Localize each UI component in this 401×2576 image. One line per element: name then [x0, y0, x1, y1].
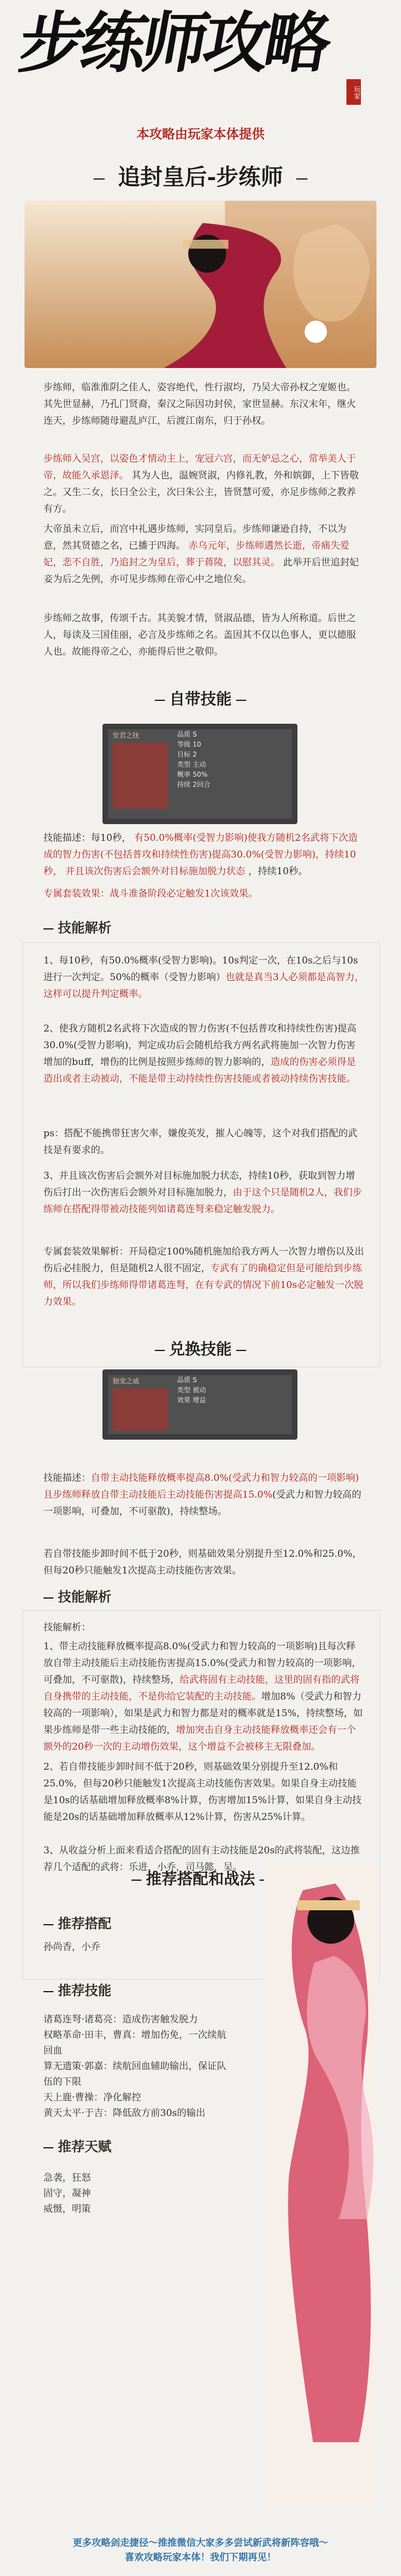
skill-2-card-name: 独宠之威	[113, 1377, 140, 1385]
skill-2-description: 技能描述：自带主动技能释放概率提高8.0%(受武力和智力较高的一项影响)且步练师释放自带主动技能后主动技能伤害提高15.0%(受武力和智力较高的一项影响，可叠加，不可驱散)，持续整场。	[43, 1473, 361, 1517]
skill-1-analysis-head: 技能解析	[43, 917, 111, 936]
skill-1-desc-tail: ，持续10秒。	[248, 866, 308, 877]
skill-2-analysis-1: 1、带主动技能释放概率提高8.0%(受武力和智力较高的一项影响)且每次释放自带主动技能后主动技能伤害提高15.0%(受武力和智力较高的一项影响，可叠加，不可驱散)，持续整场，给武将固有主动技能，这里的固有指的武将自身携带的主动技能，不是你给它装配的主动技能。增加8%（受武力和智力较高的一项影响），如果是武力和智力都是对的概率就是15%，持续整场，如果步练师是带一些主动技能的，增加突击自身主动技能释放概率还会有一个额外的20秒一次的主动增伤效果，这个增益不会被移主无限叠加。	[43, 1641, 363, 1752]
skill-1-analysis-1: 1、每10秒，有50.0%概率(受智力影响)。10s判定一次，在10s之后与10s进行一次判定。50%的概率（受智力影响）也就是真当3人必须都是高智力，这样可以提升判定概率。	[43, 955, 364, 1000]
skill-2-card	[102, 1369, 297, 1440]
intro-paragraph-4	[43, 610, 364, 679]
page-subtitle: 本攻略由玩家本体提供	[136, 127, 265, 142]
recommend-illustration	[264, 1862, 379, 2509]
recommend-section-title: 推荐搭配和战法	[0, 1867, 401, 1889]
skill-1-description	[43, 830, 364, 880]
recommend-pair-text: 孙尚香，小乔	[43, 1941, 100, 1953]
seal-stamp: 玩家	[346, 79, 361, 105]
intro-red-2: 赤乌元年，步练师遘然长逝，帝痛失爱妃，悲不自胜，乃追封之为皇后，葬于蒋陵，以慰其灵。	[43, 540, 350, 568]
skill-2-analysis-3: 3、从收益分析上面来看适合搭配的固有主动技能是20s的武将装配，这边推荐几个适配的武将：乐进，小乔，司马懿，吴。	[43, 1845, 360, 1873]
recommend-talent-list: 急袭，狂怒 固守，凝神 威慑，明策	[43, 2172, 91, 2215]
intro-paragraph-1	[43, 379, 364, 448]
skill-1-analysis-ps: ps：搭配不能携带狂害欠率，嫌俊英发，摧人心魄等，这个对我们搭配的武技是有要求的。	[43, 1128, 358, 1156]
skill-1-desc-line-2: 专属套装效果：战斗准备阶段必定触发1次该效果。	[43, 888, 258, 899]
hero-title-dash-right	[296, 178, 307, 180]
hero-title-dash-left	[94, 178, 105, 180]
recommend-skill-head: 推荐技能	[43, 1979, 111, 1999]
skill-1-card-portrait	[113, 743, 168, 808]
skill-2-section-title: 兑换技能	[0, 1337, 401, 1359]
skill-2-analysis-head: 技能解析	[43, 1586, 111, 1605]
footer-line-2: 喜欢攻略玩家本体！我们下期再见！	[125, 2552, 276, 2563]
recommend-pair-head: 推荐搭配	[43, 1912, 111, 1932]
skill-1-desc-red-2: 并且该次伤害后会额外对目标施加脱力状态	[65, 866, 246, 877]
recommend-talent-head: 推荐天赋	[43, 2136, 111, 2155]
skill-1-analysis-3: 3、并且该次伤害后会额外对目标施加脱力状态，持续10秒，获取到智力增伤后打出一次伤害后会额外对目标施加脱力，由于这个只是随机2人，我们步练师在搭配得带被动技能列如诸葛连弩来稳定触发脱力。	[43, 1170, 362, 1215]
intro-text-4: 步练师之故事，传颂千古。其美貌才情，贤淑品德，皆为人所称道。后世之人，每读及三国佳丽，必言及步练师之名。盖因其不仅以色事人，更以德服人也。故能得帝之心，亦能得后世之敬仰。	[43, 613, 356, 657]
skill-2-card-portrait	[113, 1388, 168, 1431]
hero-image	[25, 201, 376, 368]
footer	[0, 2536, 401, 2576]
skill-2-analysis-2: 2、若自带技能步卸时间不低于20秒，则基础效果分别提升至12.0%和25.0%，但每20秒只能触发1次提高主动技能伤害效果。如果自身主动技能是10s的话基础增加释放概率8%计算，伤害增加15%计算，如果自身主动技能是20s的话基础增加释放概率从12%计算，伤害从25%计算。	[43, 1761, 362, 1823]
skill-1-desc-prefix: 技能描述：每10秒，	[43, 832, 131, 844]
skill-1-card-name: 安君之抚	[113, 732, 140, 739]
footer-line-1: 更多攻略剑走捷径～推推微信大家多多尝试新武将新阵容哦～	[72, 2538, 329, 2549]
skill-1-analysis-4: 专属套装效果解析：开局稳定100%随机施加给我方两人一次智力增伤以及出伤后必挂脱力，但是随机2人很不固定，专武有了的确稳定但是可能给到步练师，所以我们步练师得带诸葛连弩，在有专武的情况下前10s必定触发一次脱力效果。	[43, 1246, 364, 1308]
intro-text-1: 步练师，临淮淮阴之佳人，姿容绝代，性行淑均，乃吴大帝孙权之宠姬也。其先世显赫，乃孔门贤裔，秦汉之际因功封侯，家世显赫。东汉末年，继火连天，步练师随母避乱庐江，后渡江南东，归于孙权。	[43, 382, 356, 427]
skill-2-card-stats: 品质 S 类型 被动 效果 增益	[177, 1376, 206, 1404]
page-title: 步练师攻略	[13, 4, 334, 81]
recommend-skill-list: 诸葛连弩·诸葛亮：造成伤害触发脱力 权略革命·田丰，曹真：增加伤免，一次续航回血 算无遗策·郭嘉：续航回血辅助输出，保证队伍的下限 天上鹿·曹操：净化解控 黄天太平·于吉：降低敌方前30s的输出	[43, 2014, 227, 2119]
skill-2-analysis-prefix: 技能解析：	[43, 1622, 91, 1633]
hero-title	[0, 159, 401, 191]
intro-red-1: 步练师入吴宫，以姿色才情动主上，宠冠六宫，而无妒忌之心，常举美人于帝，故能久承恩泽。	[43, 453, 356, 481]
skill-2-desc-line-2: 若自带技能步卸时间不低于20秒，则基础效果分别提升至12.0%和25.0%，但每20秒只能触发1次提高主动技能伤害效果。	[43, 1548, 362, 1576]
intro-paragraph-3	[43, 521, 364, 607]
skill-1-desc-red: 有50.0%概率(受智力影响)使我方随机2名武将下次造成的智力伤害(不包括普攻和持续性伤害)提高30.0%(受智力影响)，持续10秒，	[43, 832, 358, 877]
skill-1-card-stats: 品质 S 等级 10 目标 2 类型 主动 概率 50% 持续 2回合	[177, 730, 211, 788]
intro-paragraph-2	[43, 451, 364, 517]
skill-1-card	[102, 724, 297, 824]
intro-text-3a: 大帝虽未立后，而宫中礼遇步练师，实同皇后。步练师谦逊自持，不以为意，然其贤德之名，已播于四海。	[43, 524, 346, 551]
hero-title-text: 追封皇后-步练师	[118, 164, 283, 190]
skill-1-analysis-2: 2、使我方随机2名武将下次造成的智力伤害(不包括普攻和持续性伤害)提高30.0%(受智力影响)，判定成功后会随机给我方两名武将施加一次智力伤害增加的buff，增伤的比例是按照步练师的智力影响的，造成的伤害必须得是造出或者主动被动，不能是带主动持续性伤害技能或者被动持续伤害技能。	[43, 1023, 356, 1084]
intro-text-3b: 此举开后世追封妃妾为后之先例，亦可见步练师在帝心中之地位矣。	[43, 557, 359, 585]
skill-1-section-title: 自带技能	[0, 687, 401, 709]
intro-text-2: 其为人也，温婉贤淑，内修礼教，外和嫔御，上下皆敬之。又生二女，长曰全公主，次曰朱公主，皆贤慧可爱，亦足步练师之教养有方。	[43, 470, 359, 515]
